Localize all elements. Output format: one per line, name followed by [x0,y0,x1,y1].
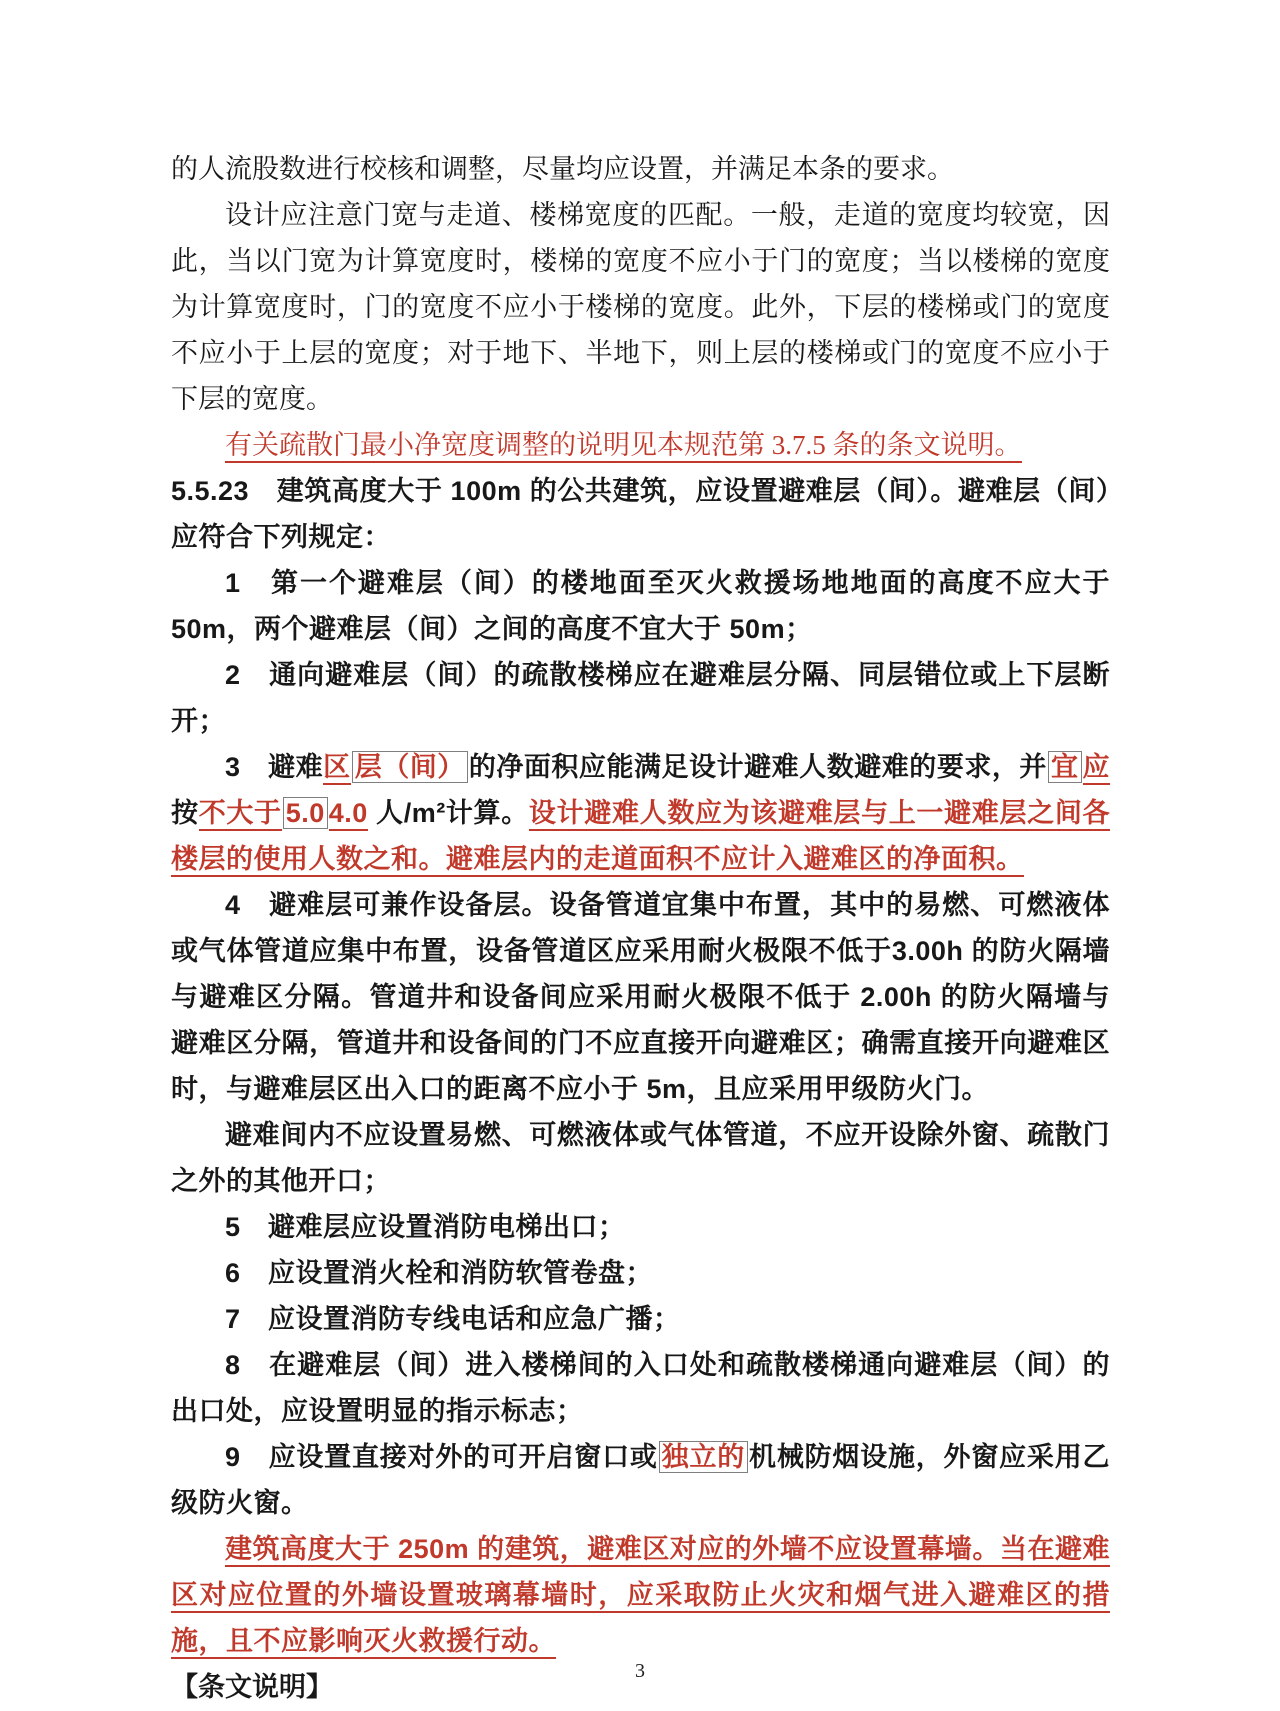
clause-5-5-23-head: 5.5.23 建筑高度大于 100m 的公共建筑，应设置避难层（间）。避难层（间）应符合下列规定： [171,476,1110,552]
clause-item-8: 8 在避难层（间）进入楼梯间的入口处和疏散楼梯通向避难层（间）的出口处，应设置明显的指示标志； [171,1350,1110,1426]
paragraph-previous-clause-tail: 的人流股数进行校核和调整，尽量均应设置，并满足本条的要求。 [171,154,954,184]
clause-item-7: 7 应设置消防专线电话和应急广播； [225,1304,681,1334]
text-run: 人/m²计算。 [367,798,529,828]
clause-item-1: 1 第一个避难层（间）的楼地面至灭火救援场地地面的高度不应大于 50m，两个避难层（间）之间的高度不宜大于 50m； [171,568,1110,644]
clause-item-9 [171,1434,1110,1526]
page-number: 3 [635,1660,645,1682]
deleted-text-yi: 宜 [1048,751,1082,783]
paragraph-red-curtain-wall [171,1526,1110,1664]
clause-item-3 [171,744,1110,882]
paragraph-door-width-note: 设计应注意门宽与走道、楼梯宽度的匹配。一般，走道的宽度均较宽，因此，当以门宽为计算宽度时，楼梯的宽度不应小于门的宽度；当以楼梯的宽度为计算宽度时，门的宽度不应小于楼梯的宽度。此外，下层的楼梯或门的宽度不应小于上层的宽度；对于地下、半地下，则上层的楼梯或门的宽度不应小于下层的宽度。 [171,200,1110,414]
inserted-text-ying: 应 [1083,752,1111,785]
deleted-text-5-0: 5.0 [283,797,328,829]
clause-item-4: 4 避难层可兼作设备层。设备管道宜集中布置，其中的易燃、可燃液体或气体管道应集中布置，设备管道区应采用耐火极限不低于3.00h 的防火隔墙与避难区分隔。管道井和设备间应采用耐火极限不低于 2.00h 的防火隔墙与避难区分隔，管道井和设备间的门不应直接开向避难区；确需直接开向避难区时，与避难层区出入口的距离不应小于 5m，且应采用甲级防火门。 [171,890,1110,1104]
inserted-text-budayu: 不大于 [199,798,282,831]
paragraph-annotation-label: 【条文说明】 [171,1672,333,1702]
text-run: 按 [171,798,199,828]
text-run: 的净面积应能满足设计避难人数避难的要求，并 [468,752,1047,782]
deleted-text-duli-de: 独立的 [659,1441,748,1473]
text-run: 9 应设置直接对外的可开启窗口或 [225,1442,658,1472]
text-run: 机械防烟设施，外窗应采用乙级防火窗。 [171,1442,1111,1518]
text-run: 3 避难 [225,752,324,782]
paragraph-red-reference [171,422,1110,468]
inserted-text-occupant-sentence: 设计避难人数应为该避难层与上一避难层之间各楼层的使用人数之和。避难层内的走道面积不应计入避难区的净面积。 [171,798,1110,877]
clause-item-2: 2 通向避难层（间）的疏散楼梯应在避难层分隔、同层错位或上下层断开； [171,660,1110,736]
clause-item-5: 5 避难层应设置消防电梯出口； [225,1212,626,1242]
deleted-text-ceng-jian: 层（间） [352,751,468,783]
clause-item-4-continuation: 避难间内不应设置易燃、可燃液体或气体管道，不应开设除外窗、疏散门之外的其他开口； [171,1120,1110,1196]
clause-item-6: 6 应设置消火栓和消防软管卷盘； [225,1258,654,1288]
inserted-text-reference: 有关疏散门最小净宽度调整的说明见本规范第 3.7.5 条的条文说明。 [225,430,1022,463]
inserted-text-4-0: 4.0 [329,798,368,831]
inserted-text-curtain-wall: 建筑高度大于 250m 的建筑，避难区对应的外墙不应设置幕墙。当在避难区对应位置的外墙设置玻璃幕墙时，应采取防止火灾和烟气进入避难区的措施，且不应影响灭火救援行动。 [171,1534,1110,1659]
page-footer [0,1659,1280,1683]
inserted-text-qu: 区 [323,752,351,785]
